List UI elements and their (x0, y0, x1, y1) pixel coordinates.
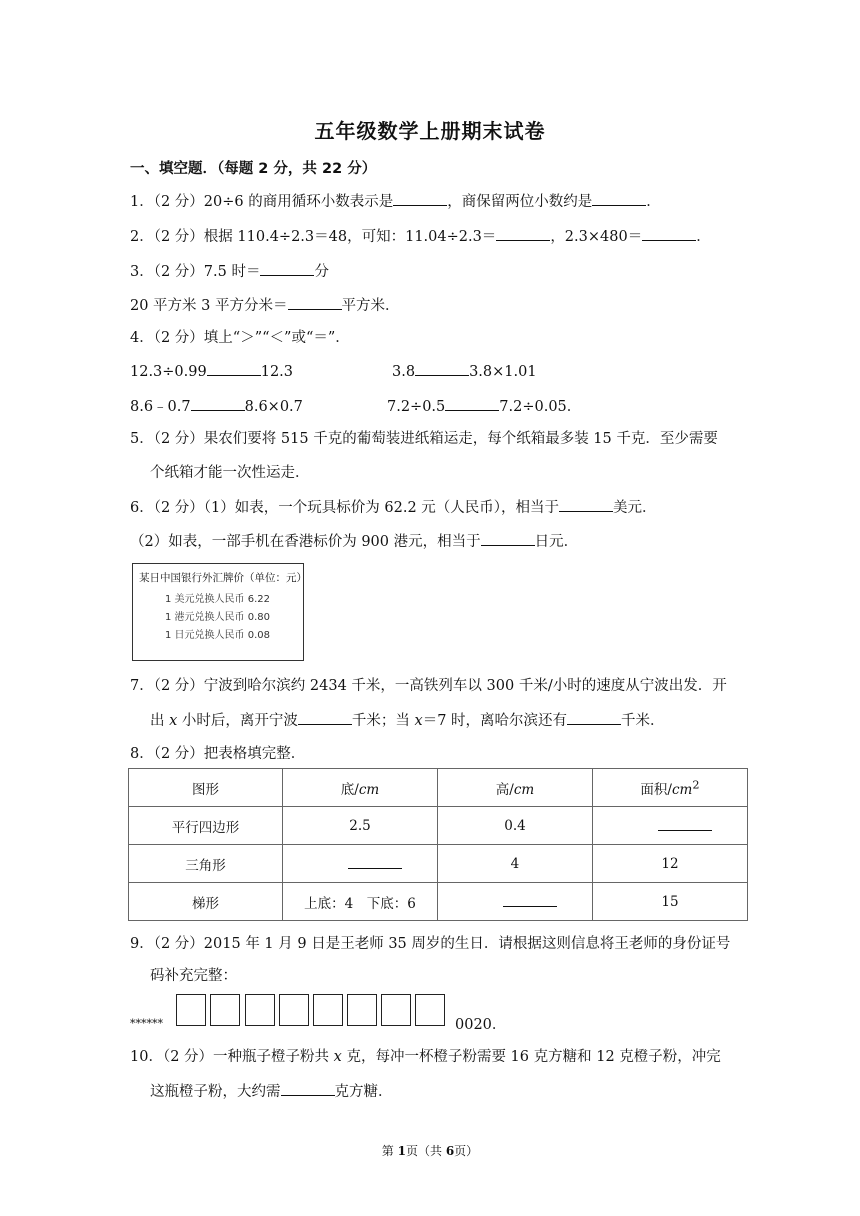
table-cell: 三角形 (129, 845, 283, 883)
table-header: 面积$/cm^2$ (592, 769, 747, 807)
table-cell (592, 807, 747, 845)
table-cell: 15 (592, 883, 747, 921)
answer-blank (567, 710, 621, 725)
compare-right-1: 3.8 3.8×1.01 (392, 361, 537, 382)
answer-blank (288, 295, 342, 310)
page-footer: 第 1页（共 6页） (381, 1144, 479, 1158)
table-row (129, 845, 748, 883)
id-digit-box (415, 994, 445, 1026)
id-digit-box (347, 994, 377, 1026)
id-suffix: 0020． (455, 1017, 507, 1033)
table-cell: 2.5 (283, 807, 438, 845)
exchange-rate-row: 1 日元兑换人民币 0.08 (165, 630, 270, 641)
exchange-rate-row: 1 美元兑换人民币 6.22 (165, 594, 270, 605)
table-row (129, 883, 748, 921)
question-6-line-2: （2）如表，一部手机在香港标价为 900 港元，相当于 日元． (130, 531, 578, 552)
id-digit-box (313, 994, 343, 1026)
question-5: 5．（2 分）果农们要将 515 千克的葡萄装进纸箱运走，每个纸箱最多装 15 千克．至少需要 (130, 431, 718, 447)
question-7: 7．（2 分）宁波到哈尔滨约 2434 千米，一高铁列车以 300 千米/小时的速度从宁波出发．开 (130, 678, 727, 694)
answer-blank (658, 816, 712, 831)
table-cell: 平行四边形 (129, 807, 283, 845)
page-title: 五年级数学上册期末试卷 (314, 119, 546, 143)
question-5-line-2: 个纸箱才能一次性运走． (150, 465, 310, 481)
table-header: 高/cm (437, 769, 592, 807)
answer-blank (348, 854, 402, 869)
table-cell: 上底：4 下底：6 (283, 883, 438, 921)
exchange-rate-row: 1 港元兑换人民币 0.80 (165, 612, 270, 623)
answer-blank (207, 361, 261, 376)
table-cell (437, 883, 592, 921)
question-7-line-2: 出 x 小时后，离开宁波 千米；当 x＝7 时，离哈尔滨还有 千米． (150, 710, 665, 731)
question-2: 2．（2 分）根据 110.4÷2.3＝48，可知：11.04÷2.3＝ ，2.3×480＝ ． (130, 226, 711, 247)
answer-blank (503, 892, 557, 907)
question-9: 9．（2 分）2015 年 1 月 9 日是王老师 35 周岁的生日．请根据这则信息将王老师的身份证号 (130, 936, 731, 952)
answer-blank (559, 497, 613, 512)
id-digit-box (176, 994, 206, 1026)
exchange-rate-header: 某日中国银行外汇牌价（单位：元） (139, 572, 307, 584)
id-digit-box (381, 994, 411, 1026)
id-digit-box (245, 994, 275, 1026)
answer-blank (496, 226, 550, 241)
question-9-line-2: 码补充完整： (150, 968, 237, 984)
question-10: 10．（2 分）一种瓶子橙子粉共 x 克，每冲一杯橙子粉需要 16 克方糖和 12 克橙子粉，冲完 (130, 1049, 721, 1065)
answer-blank (191, 396, 245, 411)
exchange-rate-table (132, 563, 307, 661)
answer-blank (642, 226, 696, 241)
compare-left-1: 12.3÷0.99 12.3 (130, 361, 293, 382)
table-row (129, 807, 748, 845)
compare-left-2: 8.6﹣0.7 8.6×0.7 (130, 396, 303, 417)
question-8: 8．（2 分）把表格填完整． (130, 746, 306, 762)
id-digit-box (210, 994, 240, 1026)
table-cell: 12 (592, 845, 747, 883)
answer-blank (281, 1081, 335, 1096)
table-cell: 梯形 (129, 883, 283, 921)
answer-blank (298, 710, 352, 725)
answer-blank (393, 191, 447, 206)
table-header-row (129, 769, 748, 807)
question-3-line-2: 20 平方米 3 平方分米＝ 平方米． (130, 295, 400, 316)
question-10-line-2: 这瓶橙子粉，大约需 克方糖． (150, 1081, 393, 1102)
table-cell (283, 845, 438, 883)
answer-blank (592, 191, 646, 206)
question-3: 3．（2 分）7.5 时＝ 分 (130, 261, 329, 282)
answer-blank (260, 261, 314, 276)
question-4: 4．（2 分）填上“＞”“＜”或“＝”． (130, 330, 350, 346)
id-digit-box (279, 994, 309, 1026)
section-heading: 一、填空题．（每题 2 分，共 22 分） (130, 161, 377, 177)
id-prefix: ****** (130, 1017, 163, 1030)
area-table (128, 768, 748, 921)
answer-blank (445, 396, 499, 411)
answer-blank (415, 361, 469, 376)
answer-blank (481, 531, 535, 546)
table-header: 图形 (129, 769, 283, 807)
table-cell: 0.4 (437, 807, 592, 845)
question-6: 6．（2 分）（1）如表，一个玩具标价为 62.2 元（人民币），相当于 美元． (130, 497, 657, 518)
table-header: 底/cm (283, 769, 438, 807)
compare-right-2: 7.2÷0.5 7.2÷0.05． (387, 396, 581, 417)
table-cell: 4 (437, 845, 592, 883)
question-1: 1．（2 分）20÷6 的商用循环小数表示是 ，商保留两位小数约是 ． (130, 191, 661, 212)
